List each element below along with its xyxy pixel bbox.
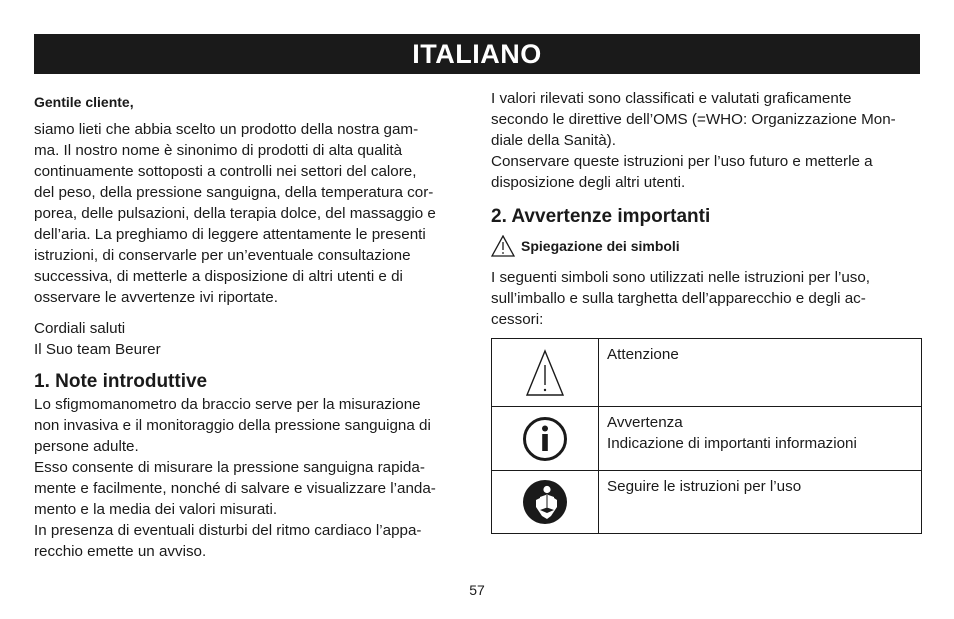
text-line: Indicazione di importanti informazioni <box>607 435 857 452</box>
section-heading-intro: 1. Note introduttive <box>34 371 208 392</box>
text-line: I valori rilevati sono classificati e valutati graficamente <box>491 90 852 107</box>
table-row <box>492 407 922 471</box>
warning-triangle-icon <box>525 349 565 397</box>
text-line: Cordiali saluti <box>34 320 126 337</box>
text-line: ma. Il nostro nome è sinonimo di prodotti di alta qualità <box>34 142 403 159</box>
text-line: non invasiva e il monitoraggio della pressione sanguigna di <box>34 417 431 434</box>
text-line: I seguenti simboli sono utilizzati nelle istruzioni per l’uso, <box>491 269 871 286</box>
text-line: Avvertenza <box>607 414 683 431</box>
table-row <box>492 471 922 534</box>
left-column <box>34 88 458 562</box>
language-header <box>34 34 920 74</box>
section-intro-paragraph <box>34 394 458 562</box>
text-line: porea, delle pulsazioni, della terapia dolce, del massaggio e <box>34 205 436 222</box>
text-line: Esso consente di misurare la pressione sanguigna rapida- <box>34 459 425 476</box>
text-line: siamo lieti che abbia scelto un prodotto della nostra gam- <box>34 121 419 138</box>
closing <box>34 318 458 360</box>
warning-triangle-icon <box>491 235 515 257</box>
symbol-cell <box>492 471 599 534</box>
read-manual-icon <box>522 479 568 525</box>
text-line: dell’aria. La preghiamo di leggere attentamente le presenti <box>34 226 426 243</box>
symbol-description <box>599 407 922 471</box>
text-line: sull’imballo e sulla targhetta dell’apparecchio e degli ac- <box>491 290 866 307</box>
greeting: Gentile cliente, <box>34 94 134 110</box>
symbols-table <box>491 338 922 534</box>
section-heading-warnings: 2. Avvertenze importanti <box>491 206 711 227</box>
text-line: mento e la media dei valori misurati. <box>34 501 278 518</box>
page-number: 57 <box>469 582 485 598</box>
symbols-subheading: Spiegazione dei simboli <box>521 237 680 254</box>
text-line: secondo le direttive dell’OMS (=WHO: Organizzazione Mon- <box>491 111 896 128</box>
symbol-cell <box>492 339 599 407</box>
text-line: successiva, di metterle a disposizione di altri utenti e di <box>34 268 403 285</box>
text-line: osservare le avvertenze ivi riportate. <box>34 289 278 306</box>
text-line: persone adulte. <box>34 438 139 455</box>
continued-paragraph <box>491 88 923 193</box>
symbols-intro-paragraph <box>491 267 923 330</box>
text-line: Conservare queste istruzioni per l’uso futuro e metterle a <box>491 153 873 170</box>
text-line: Seguire le istruzioni per l’uso <box>607 478 802 495</box>
right-column <box>491 88 923 330</box>
symbol-description <box>599 471 922 534</box>
text-line: istruzioni, di conservarle per un’eventuale consultazione <box>34 247 411 264</box>
symbol-cell <box>492 407 599 471</box>
table-row <box>492 339 922 407</box>
text-line: del peso, della pressione sanguigna, della temperatura cor- <box>34 184 434 201</box>
text-line: continuamente sottoposti a controlli nei settori del calore, <box>34 163 417 180</box>
text-line: recchio emette un avviso. <box>34 543 207 560</box>
text-line: Il Suo team Beurer <box>34 341 161 358</box>
text-line: cessori: <box>491 311 544 328</box>
intro-paragraph <box>34 119 458 308</box>
symbols-subheading-row <box>491 233 923 259</box>
text-line: Lo sfigmomanometro da braccio serve per la misurazione <box>34 396 421 413</box>
text-line: Attenzione <box>607 346 679 363</box>
text-line: mente e facilmente, nonché di salvare e visualizzare l’anda- <box>34 480 436 497</box>
info-circle-icon <box>522 416 568 462</box>
text-line: disposizione degli altri utenti. <box>491 174 686 191</box>
text-line: diale della Sanità). <box>491 132 616 149</box>
text-line: In presenza di eventuali disturbi del ritmo cardiaco l’appa- <box>34 522 422 539</box>
symbol-description <box>599 339 922 407</box>
language-title: ITALIANO <box>412 38 542 69</box>
